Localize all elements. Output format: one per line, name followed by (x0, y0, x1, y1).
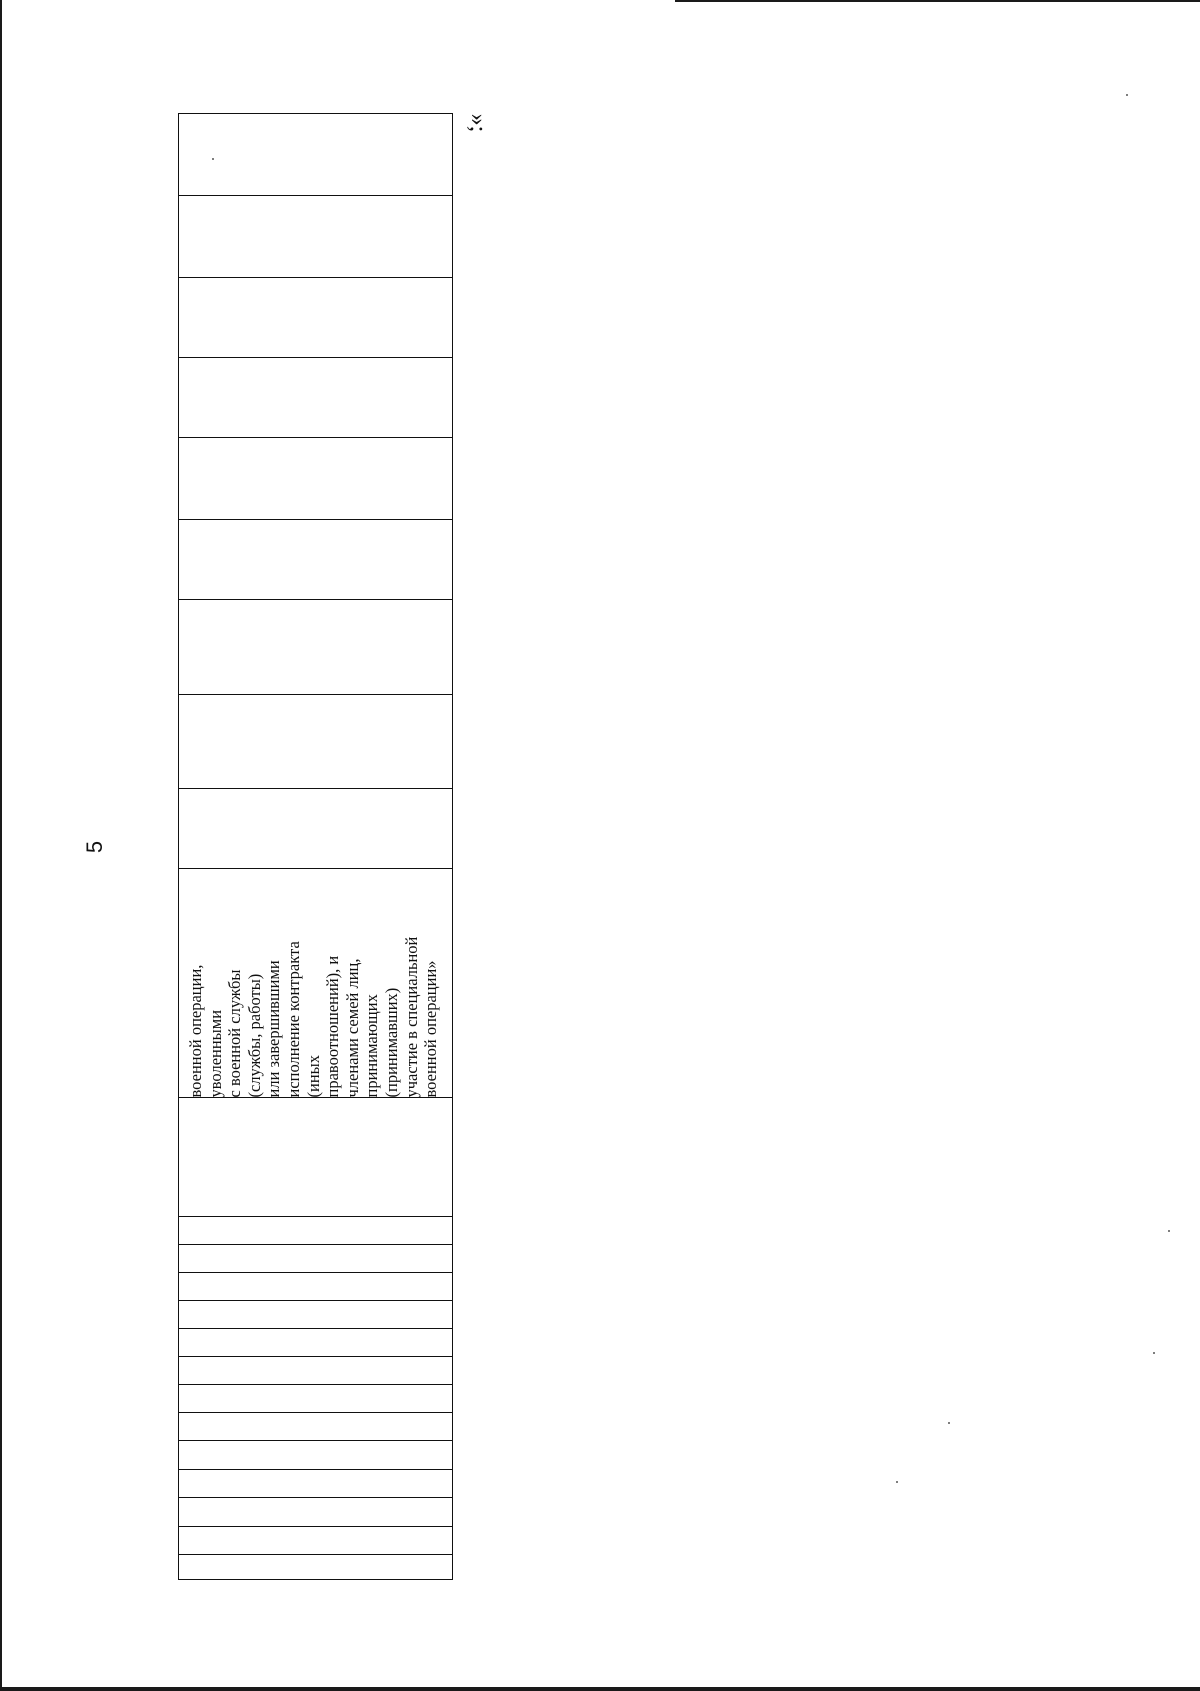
table-row-divider (178, 1469, 453, 1470)
table-cell-label: военной операции, уволенными с военной службы (службы, работы) или завершившими исполнение контракта (иных правоотношений), и членами семей лиц, принимающих (принимавших) участие в специальной военной операции» (185, 936, 440, 1097)
scan-speck (1153, 1352, 1155, 1354)
closing-quote-mark: »; (465, 113, 491, 133)
table-row-divider (178, 1272, 453, 1273)
scan-edge-bottom (0, 1687, 1200, 1691)
rotated-table (178, 113, 453, 1580)
scan-edge-left (0, 0, 2, 1691)
table-row-divider (178, 1216, 453, 1217)
table-row-divider (178, 1356, 453, 1357)
table-row-divider (178, 788, 453, 789)
table-row-divider (178, 277, 453, 278)
table-row-divider (178, 1526, 453, 1527)
table-cell-text (178, 868, 453, 1097)
table-row-divider (178, 1328, 453, 1329)
table-row-divider (178, 519, 453, 520)
scan-speck (896, 1481, 898, 1483)
table-row-divider (178, 1244, 453, 1245)
table-row-divider (178, 1384, 453, 1385)
table-row-divider (178, 1300, 453, 1301)
scan-speck (1168, 1230, 1170, 1232)
scan-edge-top (675, 0, 1200, 2)
scan-speck (948, 1422, 950, 1424)
table-row-divider (178, 195, 453, 196)
table-row-divider (178, 1554, 453, 1555)
page-number: 5 (82, 840, 107, 854)
table-row-divider (178, 1497, 453, 1498)
table-row-divider (178, 1440, 453, 1441)
scan-speck (1126, 94, 1128, 96)
table-row-divider (178, 357, 453, 358)
table-row-divider (178, 437, 453, 438)
table-row-divider (178, 694, 453, 695)
table-row-divider (178, 1412, 453, 1413)
table-row-divider (178, 599, 453, 600)
